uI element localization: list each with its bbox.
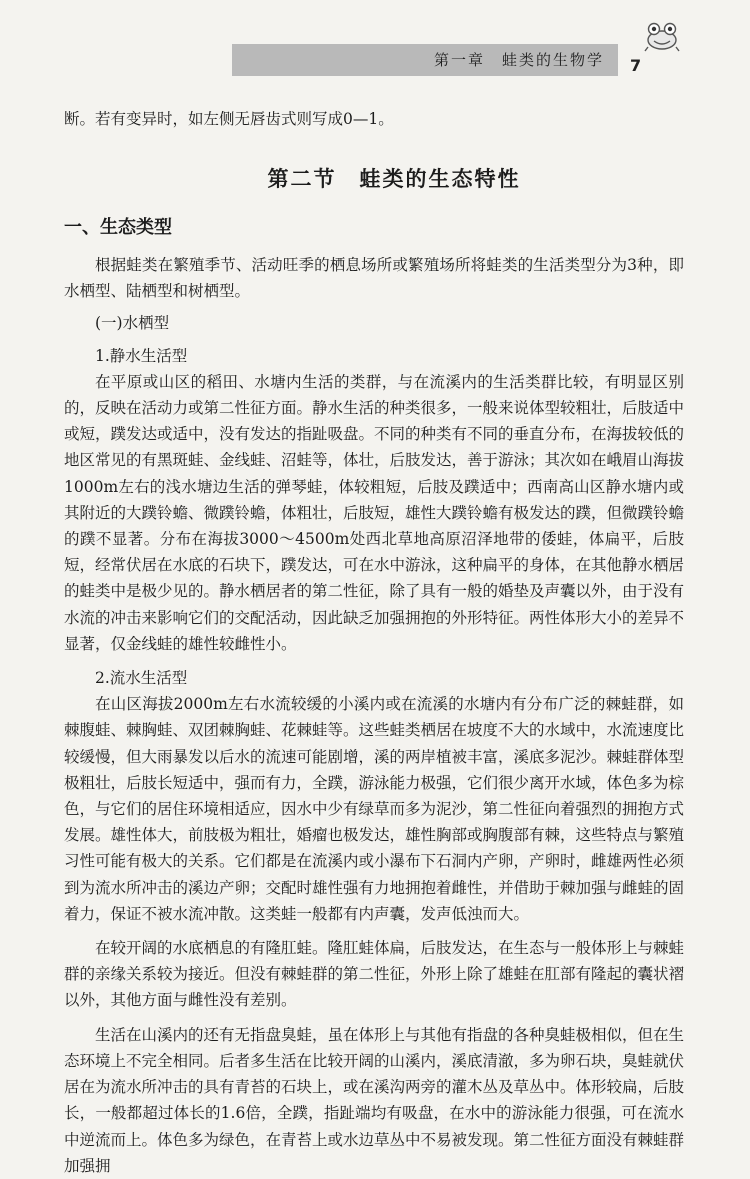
chapter-title: 第一章 蛙类的生物学	[433, 51, 604, 69]
paragraph-flowing-water-2: 在较开阔的水底栖息的有隆肛蛙。隆肛蛙体扁，后肢发达，在生态与一般体形上与棘蛙群的亲缘关系较为接近。但没有棘蛙群的第二性征，外形上除了雄蛙在肛部有隆起的囊状褶以外，其他方面与雌性没有差别。	[64, 939, 685, 1010]
intro-paragraph: 根据蛙类在繁殖季节、活动旺季的栖息场所或繁殖场所将蛙类的生活类型分为3种，即水栖型、陆栖型和树栖型。	[64, 256, 684, 301]
frog-icon	[644, 20, 680, 52]
paragraph-flowing-water-1: 在山区海拔2000m左右水流较缓的小溪内或在流溪的水塘内有分布广泛的棘蛙群，如棘腹蛙、棘胸蛙、双团棘胸蛙、花棘蛙等。这些蛙类栖居在坡度不大的水域中，水流速度比较缓慢，但大雨暴发以后水的流速可能剧增，溪的两岸植被丰富，溪底多泥沙。棘蛙群体型极粗壮，后肢长短适中，强而有力，全蹼，游泳能力极强，它们很少离开水域，体色多为棕色，与它们的居住环境相适应，因水中少有绿草而多为泥沙，第二性征向着强烈的拥抱方式发展。雄性体大，前肢极为粗壮，婚瘤也极发达，雄性胸部或胸腹部有棘，这些特点与繁殖习性可能有极大的关系。它们都是在流溪内或小瀑布下石洞内产卵，产卵时，雌雄两性必须到为流水所冲击的溪边产卵；交配时雄性强有力地拥抱着雌性，并借助于棘加强与雌蛙的固着力，保证不被水流冲散。这类蛙一般都有内声囊，发声低浊而大。	[64, 695, 685, 923]
chapter-header-bar	[232, 44, 618, 76]
subheading-flowing-water: 2.流水生活型	[95, 669, 188, 688]
heading-ecological-types: 一、生态类型	[64, 217, 172, 238]
subheading-still-water: 1.静水生活型	[95, 346, 188, 365]
paragraph-flowing-water-3: 生活在山溪内的还有无指盘臭蛙，虽在体形上与其他有指盘的各种臭蛙极相似，但在生态环境上不完全相同。后者多生活在比较开阔的山溪内，溪底清澈，多为卵石块，臭蛙就伏居在为流水所冲击的具有青苔的石块上，或在溪沟两旁的灌木丛及草丛中。体形较扁，后肢长，一般都超过体长的1.6倍，全蹼，指趾端均有吸盘，在水中的游泳能力很强，可在流水中逆流而上。体色多为绿色，在青苔上或水边草丛中不易被发现。第二性征方面没有棘蛙群加强拥	[64, 1025, 685, 1175]
section-title: 第二节 蛙类的生态特性	[267, 167, 521, 191]
page-body	[64, 106, 684, 1179]
opening-line: 断。若有变异时，如左侧无唇齿式则写成0—1。	[64, 110, 394, 128]
paragraph-still-water: 在平原或山区的稻田、水塘内生活的类群，与在流溪内的生活类群比较，有明显区别的，反映在活动力或第二性征方面。静水生活的种类很多，一般来说体型较粗壮，后肢适中或短，蹼发达或适中，没有发达的指趾吸盘。不同的种类有不同的垂直分布，在海拔较低的地区常见的有黑斑蛙、金线蛙、沼蛙等，体壮，后肢发达，善于游泳；其次如在峨眉山海拔1000m左右的浅水塘边生活的弹琴蛙，体较粗短，后肢及蹼适中；西南高山区静水塘内或其附近的大蹼铃蟾、微蹼铃蟾，体粗壮，后肢短，雄性大蹼铃蟾有极发达的蹼，但微蹼铃蟾的蹼不显著。分布在海拔3000～4500m处西北草地高原沼泽地带的倭蛙，体扁平，后肢短，经常伏居在水底的石块下，蹼发达，可在水中游泳，这种扁平的身体，在其他静水栖居的蛙类中是极少见的。静水栖居者的第二性征，除了具有一般的婚垫及声囊以外，由于没有水流的冲击来影响它们的交配活动，因此缺乏加强拥抱的外形特征。两性体形大小的差异不显著，仅金线蛙的雄性较雌性小。	[64, 372, 685, 653]
page-number: 7	[630, 56, 642, 75]
subheading-aquatic: (一)水栖型	[95, 314, 170, 333]
